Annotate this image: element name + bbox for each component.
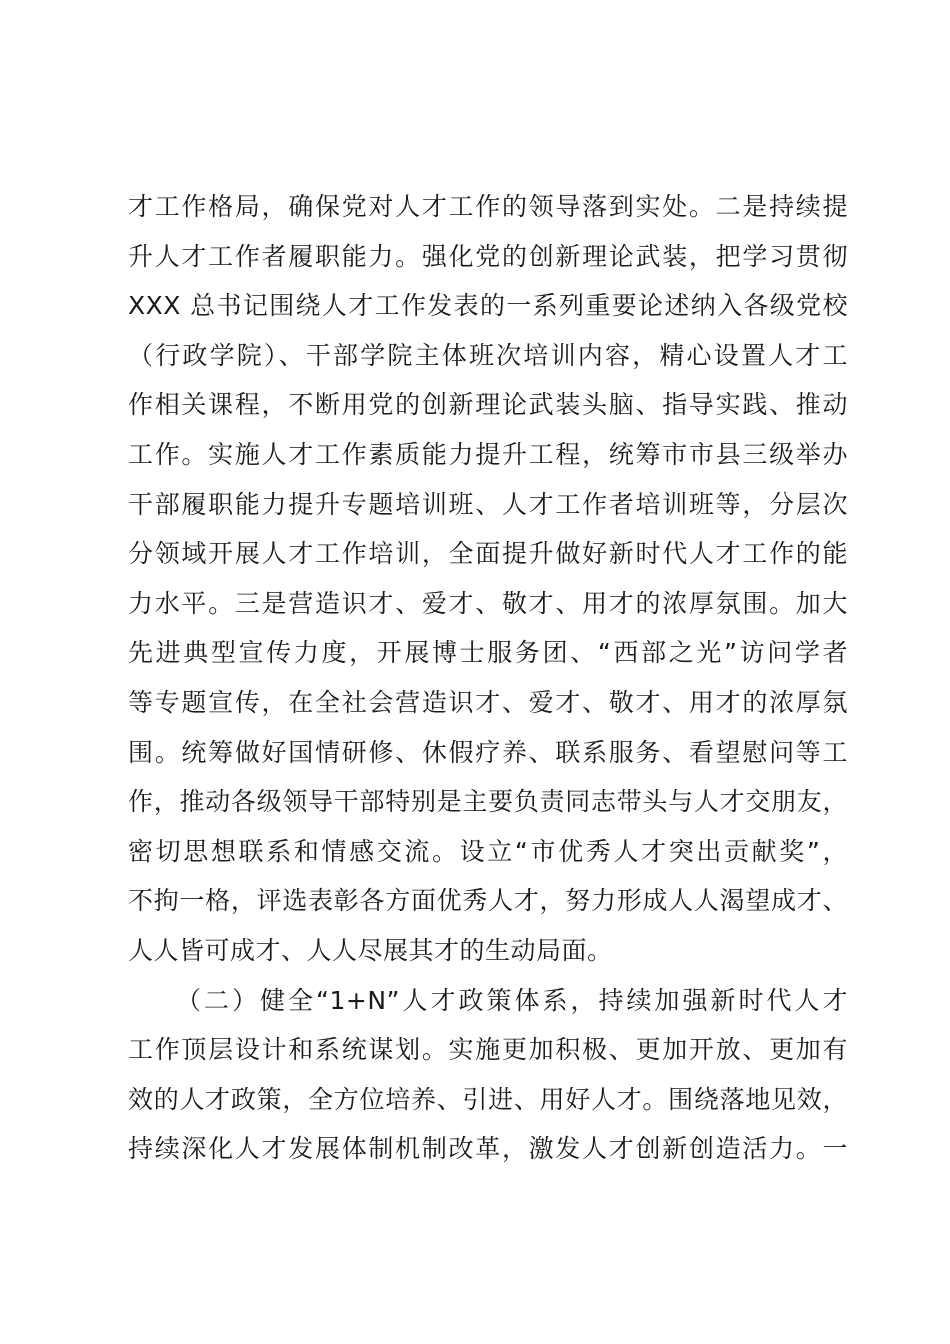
- text-line: 作，推动各级领导干部特别是主要负责同志带头与人才交朋友，: [128, 787, 848, 817]
- text-line: 效的人才政策，全方位培养、引进、用好人才。围绕落地见效，: [128, 1084, 848, 1114]
- text-line: 持续深化人才发展体制机制改革，激发人才创新创造活力。一: [128, 1134, 848, 1164]
- text-line: 围。统筹做好国情研修、休假疗养、联系服务、看望慰问等工: [128, 737, 848, 767]
- section-heading-line: （二）健全“1+N”人才政策体系，持续加强新时代人才: [176, 985, 848, 1015]
- text-line: XXX 总书记围绕人才工作发表的一系列重要论述纳入各级党校: [128, 291, 848, 321]
- text-line: 密切思想联系和情感交流。设立“市优秀人才突出贡献奖”，: [128, 836, 848, 866]
- text-line: 工作顶层设计和系统谋划。实施更加积极、更加开放、更加有: [128, 1035, 848, 1065]
- text-line: 分领域开展人才工作培训，全面提升做好新时代人才工作的能: [128, 539, 848, 569]
- text-line: 作相关课程，不断用党的创新理论武装头脑、指导实践、推动: [128, 390, 848, 420]
- body-text: [128, 182, 848, 1174]
- text-line: 工作。实施人才工作素质能力提升工程，统筹市市县三级举办: [128, 439, 848, 469]
- text-line: 力水平。三是营造识才、爱才、敬才、用才的浓厚氛围。加大: [128, 588, 848, 618]
- text-line: 才工作格局，确保党对人才工作的领导落到实处。二是持续提: [128, 192, 848, 221]
- text-line: 干部履职能力提升专题培训班、人才工作者培训班等，分层次: [128, 489, 848, 519]
- text-line: 先进典型宣传力度，开展博士服务团、“西部之光”访问学者: [128, 638, 848, 668]
- text-line: （行政学院）、干部学院主体班次培训内容，精心设置人才工: [128, 340, 848, 370]
- text-line: 人人皆可成才、人人尽展其才的生动局面。: [128, 935, 613, 965]
- text-line: 不拘一格，评选表彰各方面优秀人才，努力形成人人渴望成才、: [128, 886, 848, 916]
- text-line: 升人才工作者履职能力。强化党的创新理论武装，把学习贯彻: [128, 241, 848, 271]
- text-line: 等专题宣传，在全社会营造识才、爱才、敬才、用才的浓厚氛: [128, 687, 848, 717]
